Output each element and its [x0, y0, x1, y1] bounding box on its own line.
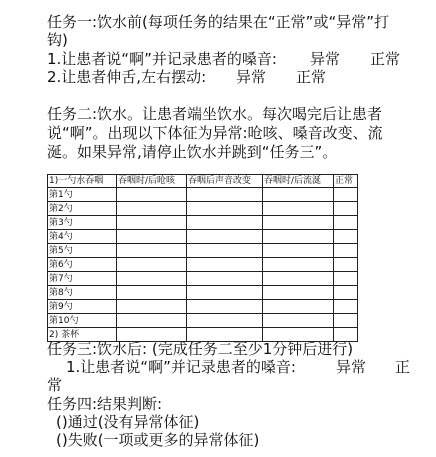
drooling-checkbox-cell[interactable] — [263, 244, 334, 258]
drooling-checkbox-cell[interactable] — [263, 230, 334, 244]
voice-change-checkbox-cell[interactable] — [187, 258, 263, 272]
task3-item1-text: 1.让患者说“啊”并记录患者的嗓音: — [66, 358, 296, 376]
cough-checkbox-cell[interactable] — [117, 202, 187, 216]
table-row — [48, 188, 358, 202]
task4-pass-option[interactable]: ()通过(没有异常体征) — [56, 413, 200, 431]
table-header-cell: 吞咽时/后呛咳 — [117, 175, 187, 188]
normal-checkbox-cell[interactable] — [334, 216, 358, 230]
row-label: 第4勺 — [48, 230, 117, 244]
voice-change-checkbox-cell[interactable] — [187, 244, 263, 258]
normal-checkbox-cell[interactable] — [334, 244, 358, 258]
cough-checkbox-cell[interactable] — [117, 244, 187, 258]
task1-item2-abnormal-option[interactable]: 异常 — [236, 68, 267, 86]
row-label: 第3勺 — [48, 216, 117, 230]
voice-change-checkbox-cell[interactable] — [187, 202, 263, 216]
task1-item2-text: 2.让患者伸舌,左右摆动: — [47, 68, 207, 86]
voice-change-checkbox-cell[interactable] — [187, 188, 263, 202]
drooling-checkbox-cell[interactable] — [263, 216, 334, 230]
cough-checkbox-cell[interactable] — [117, 230, 187, 244]
task2-instruction-line3: 涎。如果异常,请停止饮水并跳到“任务三”。 — [47, 143, 338, 161]
drooling-checkbox-cell[interactable] — [263, 202, 334, 216]
table-row — [48, 244, 358, 258]
table-header-cell: 1)一勺水吞咽 — [48, 175, 117, 188]
table-row — [48, 202, 358, 216]
task1-item2-normal-option[interactable]: 正常 — [296, 68, 327, 86]
table-row — [48, 300, 358, 314]
drooling-checkbox-cell[interactable] — [263, 314, 334, 328]
task3-item1-normal-wrap: 常 — [47, 376, 63, 394]
table-row — [48, 314, 358, 328]
normal-checkbox-cell[interactable] — [334, 300, 358, 314]
table-row — [48, 216, 358, 230]
task2-instruction-line1: 任务二:饮水。让患者端坐饮水。每次喝完后让患者 — [47, 105, 383, 123]
cough-checkbox-cell[interactable] — [117, 258, 187, 272]
row-label: 第9勺 — [48, 300, 117, 314]
cough-checkbox-cell[interactable] — [117, 188, 187, 202]
task1-title-line1: 任务一:饮水前(每项任务的结果在“正常”或“异常”打 — [47, 13, 389, 31]
drooling-checkbox-cell[interactable] — [263, 272, 334, 286]
row-label: 2) 茶杯 — [48, 328, 117, 342]
row-label: 第10勺 — [48, 314, 117, 328]
task3-item1-abnormal-option[interactable]: 异常 — [336, 358, 367, 376]
normal-checkbox-cell[interactable] — [334, 230, 358, 244]
normal-checkbox-cell[interactable] — [334, 314, 358, 328]
row-label: 第1勺 — [48, 188, 117, 202]
normal-checkbox-cell[interactable] — [334, 202, 358, 216]
row-label: 第7勺 — [48, 272, 117, 286]
voice-change-checkbox-cell[interactable] — [187, 300, 263, 314]
table-header-cell: 吞咽时/后流涎 — [263, 175, 334, 188]
table-header-cell: 吞咽后声音改变 — [187, 175, 263, 188]
row-label: 第2勺 — [48, 202, 117, 216]
cough-checkbox-cell[interactable] — [117, 216, 187, 230]
cough-checkbox-cell[interactable] — [117, 286, 187, 300]
table-row — [48, 272, 358, 286]
cough-checkbox-cell[interactable] — [117, 300, 187, 314]
drooling-checkbox-cell[interactable] — [263, 300, 334, 314]
swallow-test-table — [47, 174, 358, 342]
task3-title: 任务三:饮水后: (完成任务二至少1分钟后进行) — [47, 340, 354, 358]
normal-checkbox-cell[interactable] — [334, 272, 358, 286]
table-header-row — [48, 175, 358, 188]
task1-item1-abnormal-option[interactable]: 异常 — [310, 50, 341, 68]
task1-item1-normal-option[interactable]: 正常 — [370, 50, 401, 68]
normal-checkbox-cell[interactable] — [334, 258, 358, 272]
drooling-checkbox-cell[interactable] — [263, 188, 334, 202]
voice-change-checkbox-cell[interactable] — [187, 286, 263, 300]
cough-checkbox-cell[interactable] — [117, 272, 187, 286]
normal-checkbox-cell[interactable] — [334, 188, 358, 202]
table-row — [48, 230, 358, 244]
voice-change-checkbox-cell[interactable] — [187, 230, 263, 244]
voice-change-checkbox-cell[interactable] — [187, 314, 263, 328]
normal-checkbox-cell[interactable] — [334, 286, 358, 300]
task2-instruction-line2: 说“啊”。出现以下体征为异常:呛咳、嗓音改变、流 — [47, 124, 383, 142]
table-row — [48, 286, 358, 300]
table-row — [48, 258, 358, 272]
drooling-checkbox-cell[interactable] — [263, 286, 334, 300]
voice-change-checkbox-cell[interactable] — [187, 216, 263, 230]
task1-item1-text: 1.让患者说“啊”并记录患者的嗓音: — [47, 50, 277, 68]
task1-title-line2: 钩) — [47, 31, 68, 49]
task3-item1-normal-option[interactable]: 正 — [395, 358, 411, 376]
task4-title: 任务四:结果判断: — [47, 395, 163, 413]
voice-change-checkbox-cell[interactable] — [187, 272, 263, 286]
row-label: 第6勺 — [48, 258, 117, 272]
table-header-cell: 正常 — [334, 175, 358, 188]
cough-checkbox-cell[interactable] — [117, 314, 187, 328]
row-label: 第5勺 — [48, 244, 117, 258]
drooling-checkbox-cell[interactable] — [263, 258, 334, 272]
row-label: 第8勺 — [48, 286, 117, 300]
task4-fail-option[interactable]: ()失败(一项或更多的异常体征) — [56, 431, 260, 449]
